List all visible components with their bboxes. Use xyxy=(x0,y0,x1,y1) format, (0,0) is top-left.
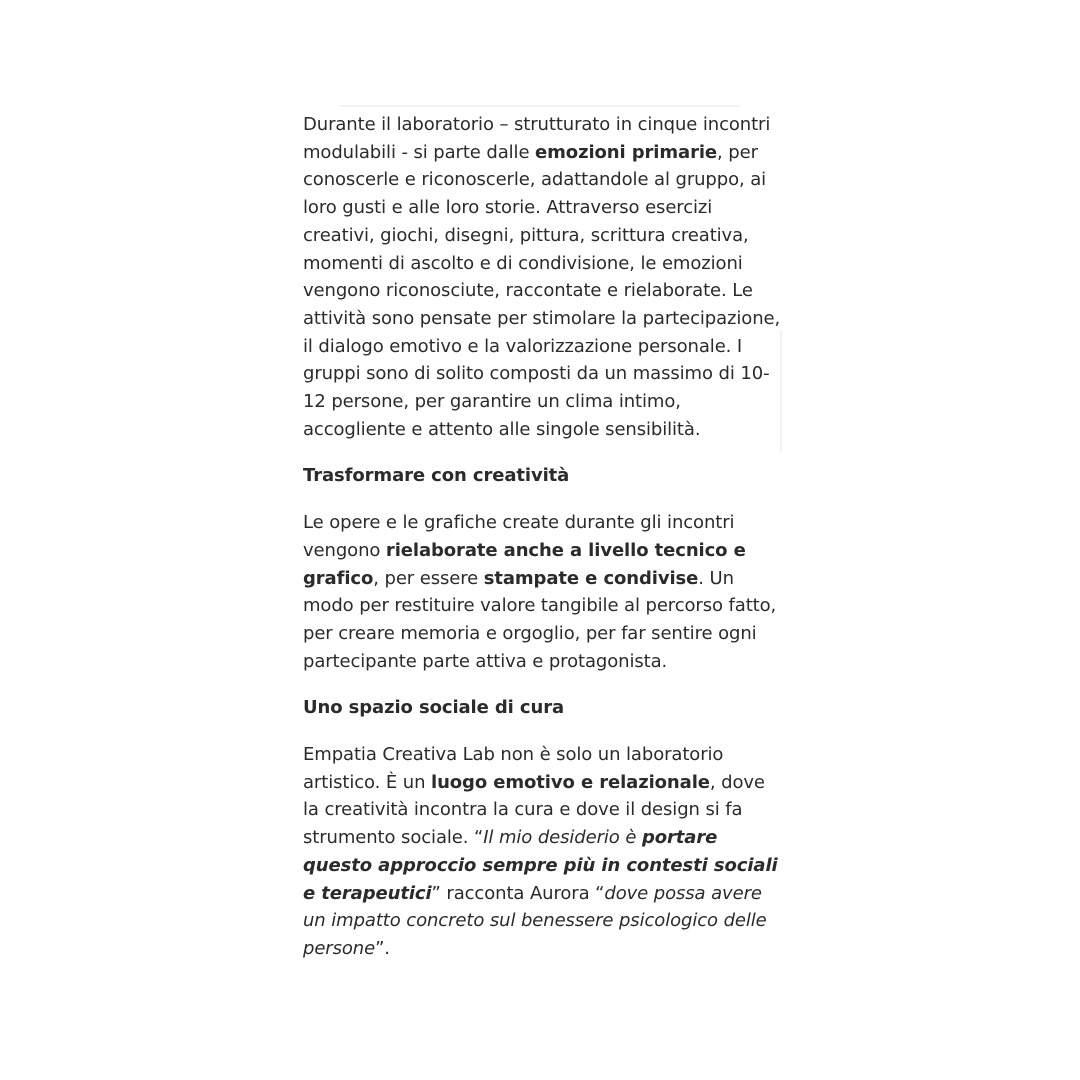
text: Empatia Creativa Lab non è solo un laboratorio artistico. È un xyxy=(303,744,724,793)
text: ”. xyxy=(375,937,390,959)
text: ” racconta Aurora “ xyxy=(431,882,605,904)
text: Durante il laboratorio – strutturato in cinque incontri modulabili - si parte dalle xyxy=(303,114,771,163)
paragraph-laboratorio xyxy=(303,111,783,443)
italic-text: dove possa avere un impatto concreto sul benessere psicologico delle persone xyxy=(303,882,767,959)
text: , dove la creatività incontra la cura e dove il design si fa strumento sociale. “ xyxy=(303,771,765,849)
text: . Un modo per restituire valore tangibile al percorso fatto, per creare memoria e orgoglio, per far sentire ogni partecipante parte attiva e protagonista. xyxy=(303,567,777,672)
paragraph-opere xyxy=(303,509,783,675)
bold-italic-text: portare questo approccio sempre più in contesti sociali e terapeutici xyxy=(303,827,778,904)
article-body xyxy=(303,111,783,982)
italic-text: Il mio desiderio è xyxy=(483,827,642,849)
divider-line xyxy=(340,105,740,107)
paragraph-empatia xyxy=(303,741,783,963)
section-heading-spazio-sociale: Uno spazio sociale di cura xyxy=(303,697,565,719)
text: , per conoscerle e riconoscerle, adattandole al gruppo, ai loro gusti e alle loro storie. Attraverso esercizi creativi, giochi, disegni, pittura, scrittura creativa, momenti di ascolto e di condivisione, le emozioni vengono riconosciute, raccontate e rielaborate. Le attività sono pensate per stimolare la partecipazione, il dialogo emotivo e la valorizzazione personale. I gruppi sono di solito composti da un massimo di 10-12 persone, per garantire un clima intimo, accogliente e attento alle singole sensibilità. xyxy=(303,141,781,440)
bold-text: luogo emotivo e relazionale xyxy=(431,771,710,793)
bold-text: rielaborate anche a livello tecnico e grafico xyxy=(303,539,746,589)
bold-text: emozioni primarie xyxy=(535,141,718,163)
section-heading-trasformare: Trasformare con creatività xyxy=(303,465,570,487)
bold-text: stampate e condivise xyxy=(483,567,699,589)
text: , per essere xyxy=(373,567,484,589)
text: Le opere e le grafiche create durante gli incontri vengono xyxy=(303,512,735,561)
